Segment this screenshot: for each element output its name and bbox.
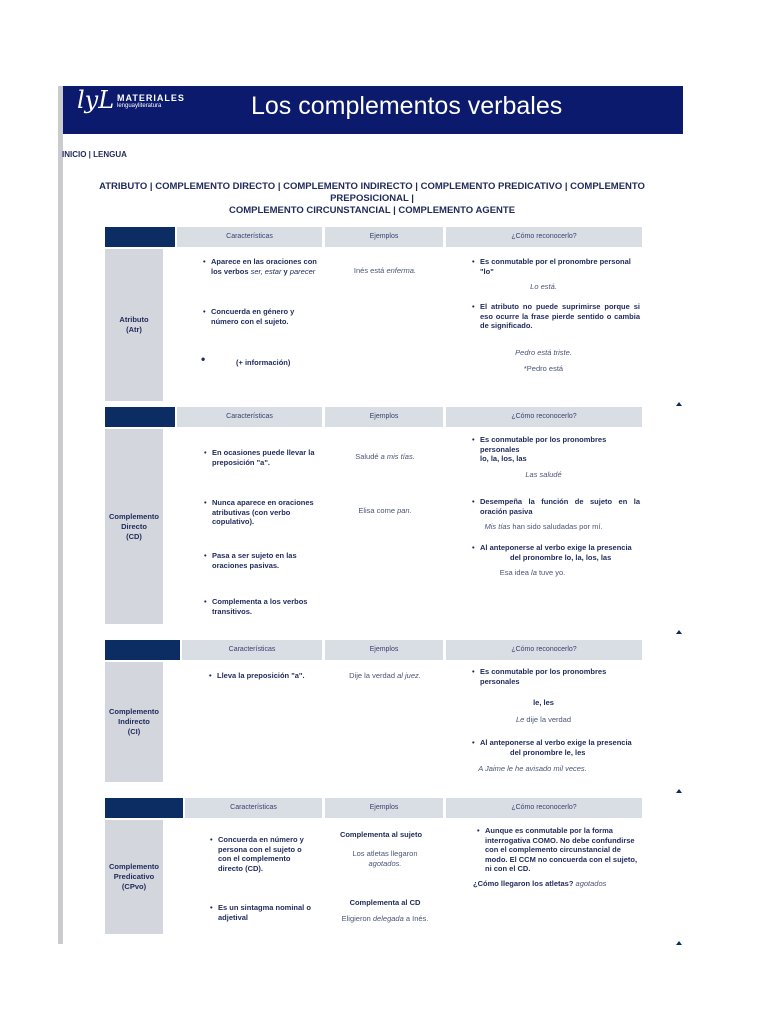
recognize-pronouns: le, les	[533, 698, 554, 707]
feature-item: • Complementa a los verbos transitivos.	[212, 597, 322, 616]
row-label-cpvo: Complemento Predicativo (CPvo)	[105, 820, 163, 934]
col-header-reconocer: ¿Cómo reconocerlo?	[446, 227, 642, 247]
example-text: Los atletas llegaron agotados.	[352, 849, 418, 868]
recognize-item: • Es conmutable por los pronombres personales	[480, 667, 640, 686]
page-title: Los complementos verbales	[251, 92, 563, 120]
recognize-example: Lo está.	[530, 282, 557, 291]
breadcrumb-home-link[interactable]: INICIO	[62, 150, 87, 159]
row-label-cd: Complemento Directo (CD)	[105, 429, 163, 624]
col-header-caracteristicas: Características	[177, 407, 322, 427]
feature-item: • Nunca aparece en oraciones atributivas (con verbo copulativo).	[212, 498, 322, 527]
col-header-reconocer: ¿Cómo reconocerlo?	[446, 798, 642, 818]
feature-item: • Es un sintagma nominal o adjetival	[218, 903, 318, 922]
section-complemento-predicativo	[105, 798, 642, 934]
col-header-ejemplos: Ejemplos	[325, 407, 443, 427]
recognize-item: • Es conmutable por los pronombres personales lo, la, los, las	[480, 435, 640, 464]
site-logo[interactable]: lyL MATERIALES lenguayliteratura	[77, 86, 185, 114]
back-to-top-icon[interactable]	[676, 789, 682, 793]
col-header-caracteristicas: Características	[185, 798, 322, 818]
row-label-ci: Complemento Indirecto (CI)	[105, 662, 163, 782]
example-text: Eligieron delegada a Inés.	[341, 914, 429, 923]
col-header-ejemplos: Ejemplos	[325, 227, 443, 247]
recognize-example: Le dije la verdad	[515, 715, 572, 724]
breadcrumb-lengua-link[interactable]: LENGUA	[93, 150, 127, 159]
logo-title: MATERIALES	[117, 93, 185, 103]
back-to-top-icon[interactable]	[676, 402, 682, 406]
section-complemento-indirecto	[105, 640, 642, 782]
section-atributo	[105, 227, 642, 401]
section-complemento-directo	[105, 407, 642, 624]
recognize-example: A Jaime le he avisado mil veces.	[478, 764, 587, 773]
col-header-reconocer: ¿Cómo reconocerlo?	[446, 640, 642, 660]
col-header-ejemplos: Ejemplos	[325, 640, 443, 660]
feature-item: • Concuerda en número y persona con el sujeto o con el complemento directo (CD).	[218, 835, 316, 873]
example-heading: Complementa al sujeto	[339, 830, 423, 839]
back-to-top-icon[interactable]	[676, 941, 682, 945]
breadcrumb: INICIO | LENGUA	[62, 150, 127, 159]
recognize-item: • Al anteponerse al verbo exige la presencia del pronombre le, les	[480, 738, 645, 757]
example-text: Inés está enferma.	[353, 266, 417, 275]
logo-subtitle: lenguayliteratura	[117, 103, 162, 109]
nav-complemento-circunstancial[interactable]: COMPLEMENTO CIRCUNSTANCIAL	[228, 205, 391, 216]
col-header-reconocer: ¿Cómo reconocerlo?	[446, 407, 642, 427]
feature-item: • Concuerda en género y número con el sujeto.	[211, 307, 317, 326]
recognize-item: • Al anteponerse al verbo exige la presencia del pronombre lo, la, los, las	[480, 543, 645, 562]
recognize-example: Las saludé	[525, 470, 562, 479]
recognize-item: • Aunque es conmutable por la forma interrogativa COMO. No debe confundirse con el complemento circunstancial de modo. El CCM no concuerda con el sujeto, ni con el CD.	[485, 826, 643, 874]
feature-item: • Aparece en las oraciones con los verbos ser, estar y parecer	[211, 257, 317, 276]
recognize-example: Mis tías han sido saludadas por mí.	[484, 522, 603, 531]
row-label-atributo: Atributo (Atr)	[105, 249, 163, 401]
nav-complemento-preposicional[interactable]: COMPLEMENTO PREPOSICIONAL	[330, 181, 645, 204]
nav-complemento-agente[interactable]: COMPLEMENTO AGENTE	[398, 205, 516, 216]
recognize-example: Pedro está triste.	[515, 348, 572, 357]
bullet-icon: •	[201, 352, 206, 366]
recognize-item: • Desempeña la función de sujeto en la oración pasiva	[480, 497, 640, 516]
nav-complemento-directo[interactable]: COMPLEMENTO DIRECTO	[155, 181, 276, 192]
nav-atributo[interactable]: ATRIBUTO	[99, 181, 148, 192]
col-header-ejemplos: Ejemplos	[325, 798, 443, 818]
example-heading: Complementa al CD	[349, 898, 421, 907]
recognize-example: ¿Cómo llegaron los atletas? agotados	[473, 879, 607, 888]
page-header	[63, 86, 683, 134]
section-nav: ATRIBUTO | COMPLEMENTO DIRECTO | COMPLEMENTO INDIRECTO | COMPLEMENTO PREDICATIVO | COMPLEMENTO PREPOSICIONAL | COMPLEMENTO CIRCUNSTANCIAL | COMPLEMENTO AGENTE	[99, 181, 645, 216]
feature-item: • Lleva la preposición "a".	[217, 671, 327, 681]
nav-complemento-predicativo[interactable]: COMPLEMENTO PREDICATIVO	[420, 181, 563, 192]
example-text: Elisa come pan.	[358, 506, 412, 515]
feature-item: • Pasa a ser sujeto en las oraciones pasivas.	[212, 551, 322, 570]
nav-complemento-indirecto[interactable]: COMPLEMENTO INDIRECTO	[283, 181, 413, 192]
back-to-top-icon[interactable]	[676, 630, 682, 634]
col-header-caracteristicas: Características	[182, 640, 322, 660]
more-info-link[interactable]: (+ información)	[236, 358, 291, 367]
recognize-item: • El atributo no puede suprimirse porque si eso ocurre la frase pierde sentido o cambia de significado.	[480, 302, 640, 331]
example-text: Saludé a mis tías.	[355, 452, 415, 461]
example-text: Dije la verdad al juez.	[349, 671, 421, 680]
recognize-example: Esa idea la tuve yo.	[499, 568, 566, 577]
recognize-example: *Pedro está	[523, 364, 564, 373]
recognize-item: • Es conmutable por el pronombre personal "lo"	[480, 257, 640, 276]
feature-item: • En ocasiones puede llevar la preposición "a".	[212, 448, 322, 467]
col-header-caracteristicas: Características	[177, 227, 322, 247]
